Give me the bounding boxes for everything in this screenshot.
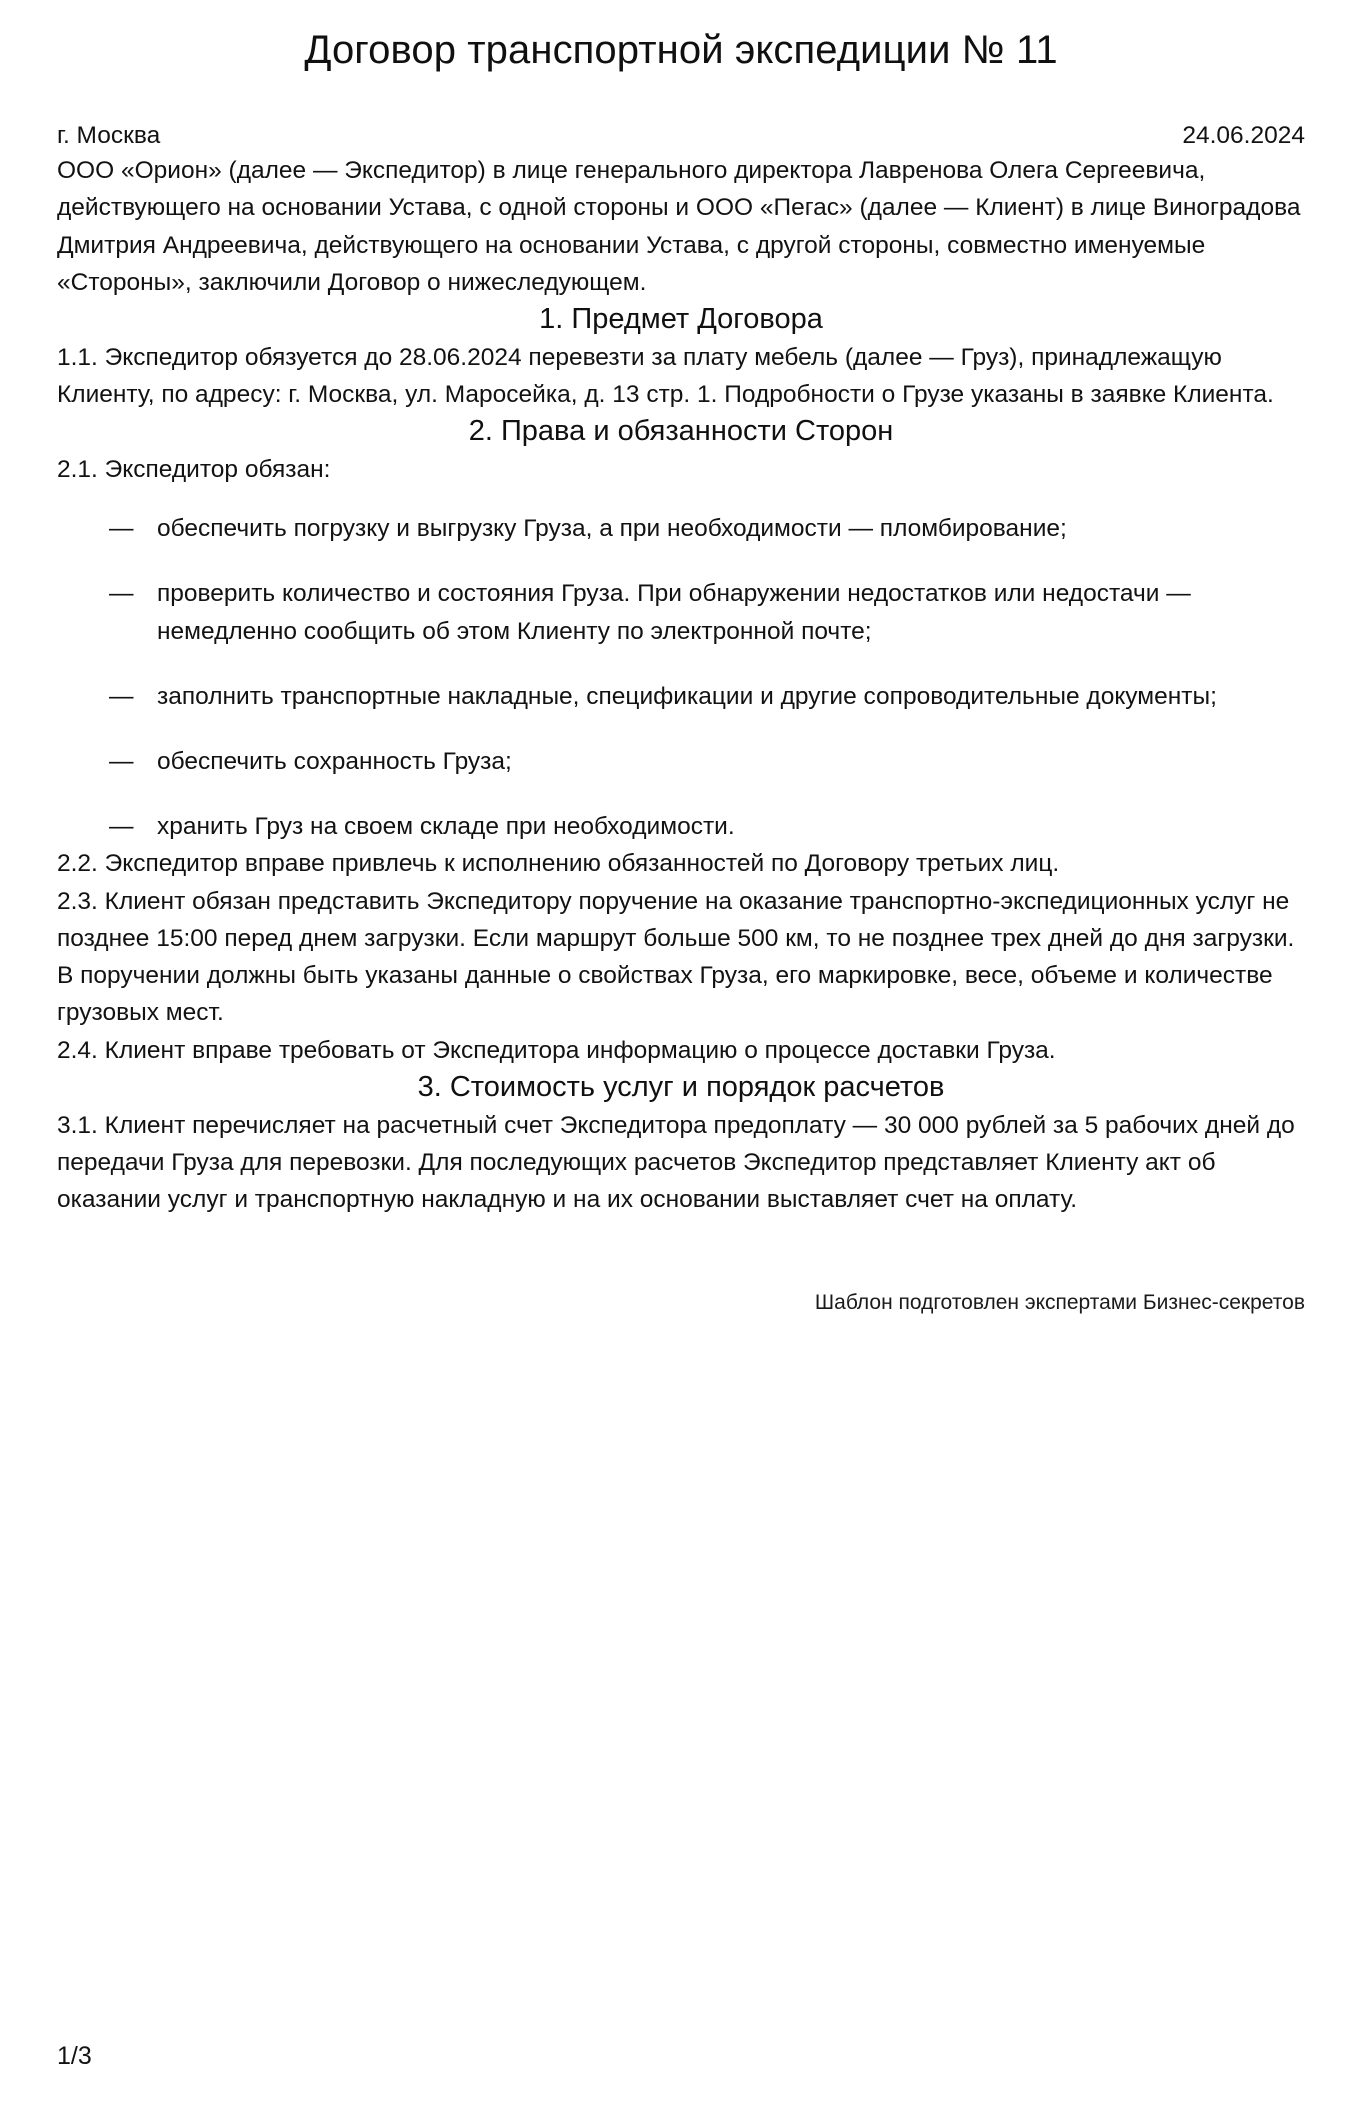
list-item-text: обеспечить сохранность Груза; bbox=[157, 748, 512, 776]
list-item-text: обеспечить погрузку и выгрузку Груза, а при необходимости — пломбирование; bbox=[157, 515, 1067, 543]
clause-1-1: 1.1. Экспедитор обязуется до 28.06.2024 перевезти за плату мебель (далее — Груз), принадлежащую Клиенту, по адресу: г. Москва, ул. Маросейка, д. 13 стр. 1. Подробности о Грузе указаны в заявке Клиента. bbox=[57, 343, 1274, 408]
dash-bullet-icon: — bbox=[109, 515, 134, 543]
section-2-heading: 2. Права и обязанности Сторон bbox=[468, 415, 894, 448]
clause-3-1: 3.1. Клиент перечисляет на расчетный счет Экспедитора предоплату — 30 000 рублей за 5 рабочих дней до передачи Груза для перевозки. Для последующих расчетов Экспедитор представляет Клиенту акт об оказании услуг и транспортную накладную и на их основании выставляет счет на оплату. bbox=[57, 1111, 1295, 1214]
document-content bbox=[57, 0, 1305, 1318]
document-title: Договор транспортной экспедиции № 11 bbox=[304, 28, 1058, 72]
page-number: 1/3 bbox=[57, 2042, 92, 2070]
list-item bbox=[57, 743, 1305, 780]
list-item-text: заполнить транспортные накладные, спецификации и другие сопроводительные документы; bbox=[157, 682, 1217, 710]
list-item bbox=[57, 510, 1305, 547]
list-item bbox=[57, 575, 1305, 649]
section-3-heading: 3. Стоимость услуг и порядок расчетов bbox=[417, 1070, 945, 1103]
dash-bullet-icon: — bbox=[109, 813, 134, 841]
list-item-text: хранить Груз на своем складе при необходимости. bbox=[157, 813, 735, 841]
document-meta-row bbox=[57, 119, 1305, 152]
list-item bbox=[57, 678, 1305, 715]
template-credit-note: Шаблон подготовлен экспертами Бизнес-секретов bbox=[814, 1291, 1305, 1315]
section-1-heading: 1. Предмет Договора bbox=[539, 303, 823, 335]
clause-2-2: 2.2. Экспедитор вправе привлечь к исполнению обязанностей по Договору третьих лиц. bbox=[57, 850, 1060, 878]
clause-2-1: 2.1. Экспедитор обязан: bbox=[57, 455, 331, 483]
dash-bullet-icon: — bbox=[109, 682, 134, 710]
document-city: г. Москва bbox=[57, 122, 161, 149]
document-preamble: ООО «Орион» (далее — Экспедитор) в лице генерального директора Лавренова Олега Сергеевича, действующего на основании Устава, с одной стороны и ООО «Пегас» (далее — Клиент) в лице Виноградова Дмитрия Андреевича, действующего на основании Устава, с другой стороны, совместно именуемые «Стороны», заключили Договор о нижеследующем. bbox=[57, 157, 1301, 296]
clause-2-4: 2.4. Клиент вправе требовать от Экспедитора информацию о процессе доставки Груза. bbox=[57, 1036, 1056, 1064]
dash-bullet-icon: — bbox=[109, 748, 134, 776]
list-item-text: проверить количество и состояния Груза. При обнаружении недостатков или недостачи — немедленно сообщить об этом Клиенту по электронной почте; bbox=[157, 580, 1191, 645]
clause-2-3: 2.3. Клиент обязан представить Экспедитору поручение на оказание транспортно-экспедиционных услуг не позднее 15:00 перед днем загрузки. Если маршрут больше 500 км, то не позднее трех дней до дня загрузки. В поручении должны быть указаны данные о свойствах Груза, его маркировке, весе, объеме и количестве грузовых мест. bbox=[57, 887, 1295, 1027]
expeditor-duties-list bbox=[57, 510, 1305, 845]
dash-bullet-icon: — bbox=[109, 580, 134, 608]
document-date: 24.06.2024 bbox=[1182, 122, 1305, 149]
list-item bbox=[57, 808, 1305, 845]
